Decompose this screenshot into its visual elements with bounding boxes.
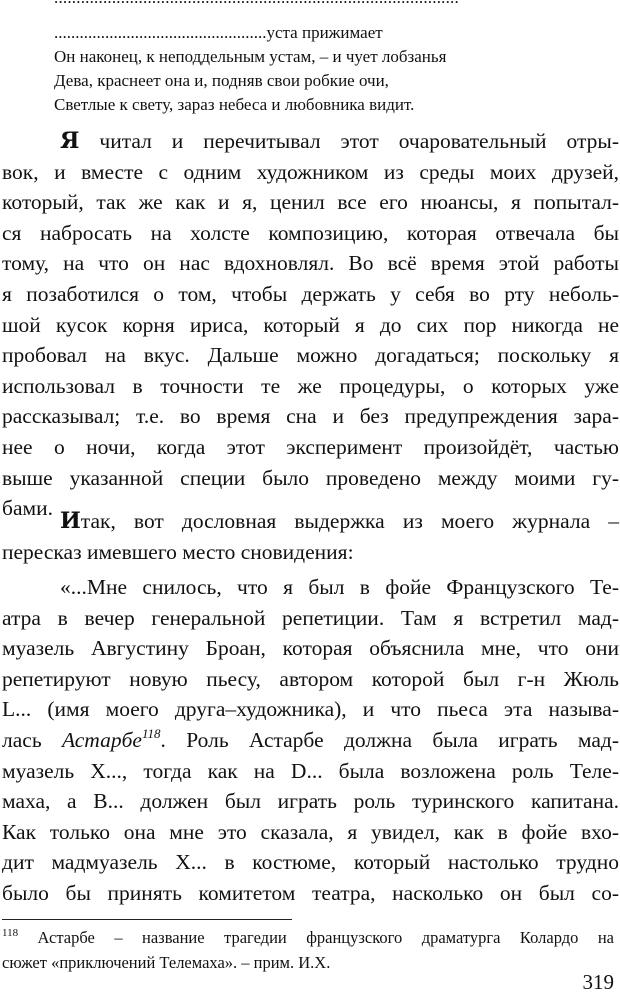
italic-title: Астарбе (61, 727, 142, 752)
poem-line: Дева, краснеет она и, подняв свои робкие очи, (54, 71, 389, 90)
paragraph-line: дит мадмуазель X... в костюме, который настолько трудно (2, 850, 619, 875)
paragraph-line: репетируют новую пьесу, автором которой был г-н Жюль (2, 666, 619, 691)
paragraph-line (2, 725, 619, 756)
text-span: так, вот дословная выдержка из моего журнала – (80, 509, 619, 533)
paragraph-line: использовал в точности те же процедуры, о которых уже (2, 373, 619, 398)
paragraph-line (2, 126, 619, 157)
paragraph-line: выше указанной специи было проведено между моими гу- (2, 465, 619, 490)
paragraph-3 (2, 572, 619, 909)
paragraph-line: который, так же как и я, ценил все его нюансы, я попытал- (2, 190, 619, 215)
paragraph-line: нее о ночи, когда этот эксперимент произойдёт, частью (2, 434, 619, 459)
footnote-line: сюжет «приключений Телемаха». – прим. И.Х. (2, 953, 331, 972)
paragraph-1 (2, 126, 619, 524)
page-number: 319 (582, 970, 614, 994)
poem-quote (54, 21, 574, 117)
paragraph-line: муазель X..., тогда как на D... была возложена роль Теле- (2, 758, 619, 783)
poem-line: Он наконец, к неподдельным устам, – и чует лобзанья (54, 47, 447, 66)
footnote-ref[interactable]: 118 (141, 725, 161, 741)
paragraph-line: маха, а B... должен был играть роль туринского капитана. (2, 789, 619, 814)
drop-cap: Я (60, 128, 80, 154)
footnote (2, 925, 614, 975)
poem-line: Светлые к свету, зараз небеса и любовника видит. (54, 95, 415, 114)
paragraph-line: бами. (2, 496, 53, 521)
paragraph-line: L... (имя моего друга–художника), и что пьеса эта называ- (2, 697, 619, 722)
paragraph-line: шой кусок корня ириса, который я до сих пор никогда не (2, 312, 619, 337)
text-span: Астарбе – название трагедии французского драматурга Колардо на (18, 928, 614, 947)
footnote-marker: 118 (2, 927, 19, 939)
poem-line: ..................................................уста прижимает (54, 23, 383, 42)
text-span: . Роль Астарбе должна была играть мад- (160, 727, 619, 752)
text-span: читал и перечитывал этот очаровательный отры- (79, 129, 619, 153)
paragraph-line: тому, на что он нас вдохновлял. Во всё время этой работы (2, 251, 619, 276)
paragraph-line: пробовал на вкус. Дальше можно догадаться; поскольку я (2, 343, 619, 368)
paragraph-line: ся набросать на холсте композицию, которая отвечала бы (2, 220, 619, 245)
footnote-divider (2, 919, 292, 920)
paragraph-2 (2, 506, 619, 567)
paragraph-line: пересказ имевшего место сновидения: (2, 539, 354, 564)
poem-ellipsis-line (54, 0, 459, 8)
paragraph-line (2, 506, 619, 537)
text-span: лась (2, 727, 62, 752)
drop-cap: И (60, 508, 81, 534)
paragraph-line: Как только она мне это сказала, я увидел, как в фойе вхо- (2, 819, 619, 844)
paragraph-line: «...Мне снилось, что я был в фойе Французского Те- (60, 575, 619, 599)
paragraph-line: вок, и вместе с одним художником из среды моих друзей, (2, 159, 619, 184)
paragraph-line: муазель Августину Броан, которая объяснила мне, что они (2, 636, 619, 661)
paragraph-line: я позаботился о том, чтобы держать у себя во рту неболь- (2, 281, 619, 306)
paragraph-line: рассказывал; т.е. во время сна и без предупреждения зара- (2, 404, 619, 429)
paragraph-line: атра в вечер генеральной репетиции. Там я встретил мад- (2, 605, 619, 630)
footnote-line (2, 925, 614, 950)
paragraph-line: было бы принять комитетом театра, насколько он был со- (2, 880, 619, 905)
